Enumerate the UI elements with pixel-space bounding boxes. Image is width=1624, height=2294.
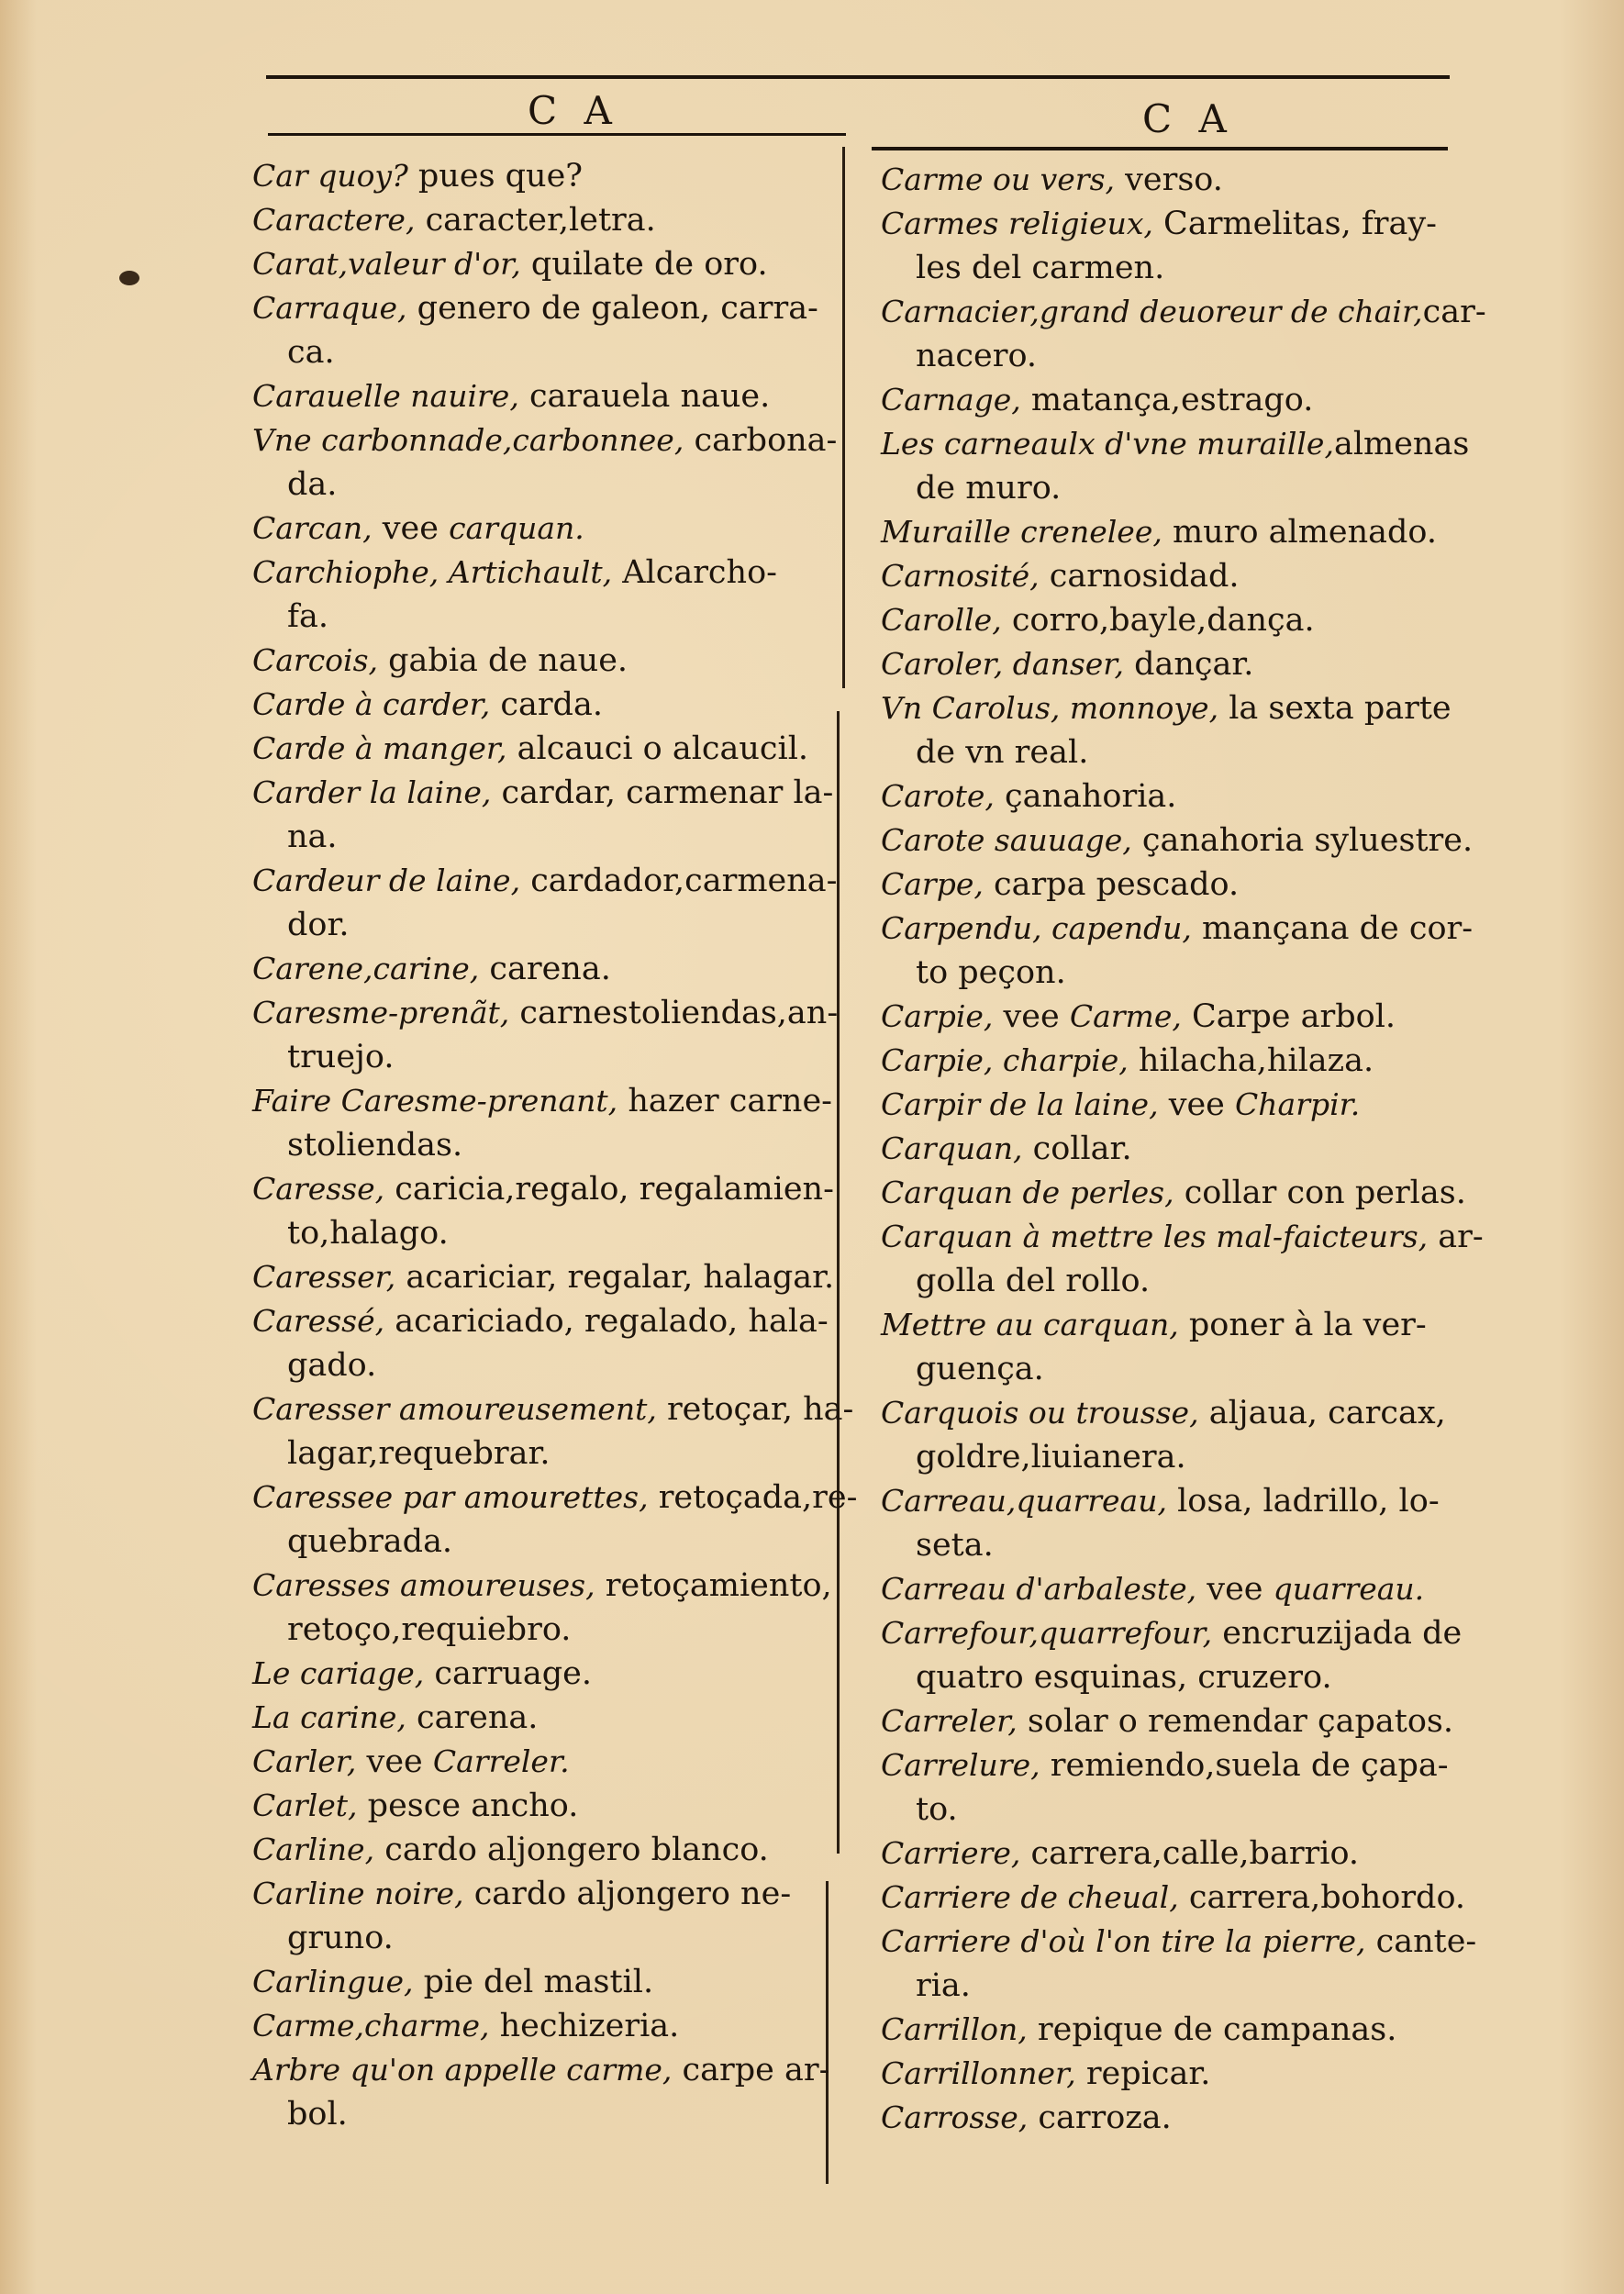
spanish-gloss: to peçon.	[916, 954, 1066, 991]
spanish-gloss: gabia de naue.	[378, 642, 628, 679]
french-headword: Carrefour,quarrefour,	[881, 1615, 1213, 1651]
dictionary-entry	[881, 510, 1468, 554]
spanish-gloss: vee	[1158, 1086, 1236, 1123]
spanish-gloss: retoço,requiebro.	[287, 1611, 572, 1648]
dictionary-entry	[881, 1303, 1468, 1347]
spanish-gloss: hechizeria.	[489, 2008, 680, 2044]
dictionary-entry	[881, 1920, 1477, 1964]
french-headword: Carme ou vers,	[881, 161, 1115, 197]
spanish-gloss: cardo aljongero ne-	[463, 1876, 792, 1912]
ink-smudge	[119, 271, 139, 285]
french-headword: Caroler, danser,	[881, 646, 1124, 682]
spanish-gloss: carruage.	[424, 1655, 592, 1692]
spanish-gloss: guença.	[916, 1351, 1044, 1387]
spanish-gloss: quilate de oro.	[520, 246, 768, 283]
dictionary-entry	[881, 1611, 1468, 1655]
french-headword: Carlingue,	[252, 1964, 414, 1999]
spanish-gloss: vee	[1196, 1571, 1274, 1608]
spanish-gloss: poner à la ver-	[1178, 1307, 1427, 1343]
spanish-gloss: pie del mastil.	[413, 1964, 654, 2000]
spanish-gloss: cardador,carmena-	[520, 863, 838, 899]
french-headword: Cardeur de laine,	[252, 863, 521, 898]
french-headword: Carcois,	[252, 642, 379, 678]
dictionary-entry	[881, 1832, 1468, 1876]
spanish-gloss: vee	[993, 998, 1070, 1035]
dictionary-entry	[881, 2052, 1468, 2096]
dictionary-entry	[252, 1167, 840, 1211]
french-headword: Carline,	[252, 1832, 375, 1867]
dictionary-entry	[252, 1960, 840, 2004]
dictionary-entry	[252, 154, 840, 198]
dictionary-entry	[252, 1740, 840, 1784]
spanish-gloss: Carpe arbol.	[1181, 998, 1396, 1035]
dictionary-entry	[252, 1872, 840, 1916]
dictionary-entry	[252, 286, 840, 330]
french-headword: Carene,carine,	[252, 951, 480, 986]
french-headword: Carde à manger,	[252, 730, 507, 766]
dictionary-entry	[252, 639, 840, 683]
entry-continuation	[252, 1035, 840, 1079]
french-headword: Carnacier,grand deuoreur de chair,	[881, 294, 1423, 329]
spanish-gloss: retoçamiento,	[595, 1567, 832, 1604]
french-headword: Carme,charme,	[252, 2008, 490, 2043]
french-headword: Caresser,	[252, 1259, 396, 1295]
dictionary-entry	[252, 1255, 840, 1299]
dictionary-entry	[881, 686, 1468, 730]
spanish-gloss: collar.	[1022, 1130, 1132, 1167]
spanish-gloss: golla del rollo.	[916, 1263, 1151, 1299]
spanish-gloss: carauela naue.	[518, 378, 771, 415]
dictionary-entry	[252, 991, 840, 1035]
entry-continuation	[252, 903, 840, 947]
french-headword: Car quoy?	[252, 158, 408, 194]
spanish-gloss: vee	[356, 1743, 433, 1780]
dictionary-entry	[881, 422, 1468, 466]
french-headword: Carline noire,	[252, 1876, 464, 1911]
dictionary-entry	[881, 1127, 1468, 1171]
dictionary-entry	[881, 1083, 1468, 1127]
french-headword: Carriere de cheual,	[881, 1879, 1179, 1915]
spanish-gloss: gado.	[287, 1347, 377, 1384]
dictionary-entry	[252, 507, 840, 551]
dictionary-entry	[881, 1039, 1468, 1083]
spanish-gloss: carrera,calle,barrio.	[1020, 1835, 1360, 1872]
french-headword: Caresse,	[252, 1171, 385, 1207]
dictionary-entry	[881, 158, 1468, 202]
french-headword: Carauelle nauire,	[252, 378, 519, 414]
french-headword: Carolle,	[881, 602, 1002, 638]
french-headword: Arbre qu'on appelle carme,	[252, 2052, 673, 2088]
dictionary-entry	[252, 198, 840, 242]
spanish-gloss: carbona-	[684, 422, 838, 459]
spanish-gloss: cante-	[1365, 1923, 1477, 1960]
dictionary-entry	[881, 907, 1474, 951]
french-headword: Carraque,	[252, 290, 407, 326]
french-crossref: Charpir.	[1235, 1086, 1361, 1122]
entry-continuation	[881, 1435, 1468, 1479]
french-headword: Carreau,quarreau,	[881, 1483, 1167, 1519]
dictionary-entry	[881, 554, 1468, 598]
dictionary-entry	[252, 1387, 854, 1431]
spanish-gloss: Carmelitas, fray-	[1152, 206, 1438, 242]
dictionary-entry	[252, 1696, 840, 1740]
spanish-gloss: carrera,bohordo.	[1178, 1879, 1466, 1916]
french-headword: Carriere,	[881, 1835, 1021, 1871]
french-headword: Carnosité,	[881, 558, 1040, 594]
spanish-gloss: goldre,liuianera.	[916, 1439, 1186, 1476]
dictionary-entry	[252, 2004, 840, 2048]
french-headword: Carriere d'où l'on tire la pierre,	[881, 1923, 1366, 1959]
spanish-gloss: stoliendas.	[287, 1127, 463, 1164]
entry-continuation	[252, 1916, 840, 1960]
spanish-gloss: da.	[287, 466, 338, 503]
spanish-gloss: pesce ancho.	[357, 1787, 579, 1824]
spanish-gloss: gruno.	[287, 1920, 394, 1956]
spanish-gloss: collar con perlas.	[1174, 1175, 1466, 1211]
french-headword: Carpe,	[881, 866, 984, 902]
spanish-gloss: carda.	[490, 686, 603, 723]
dictionary-entry	[881, 598, 1468, 642]
french-headword: Carrillonner,	[881, 2055, 1076, 2091]
spanish-gloss: verso.	[1115, 161, 1223, 198]
spanish-gloss: hilacha,hilaza.	[1128, 1042, 1374, 1079]
entry-continuation	[252, 1123, 840, 1167]
dictionary-entry	[881, 1215, 1484, 1259]
spanish-gloss: cardar, carmenar la-	[491, 774, 834, 811]
spanish-gloss: genero de galeon, carra-	[406, 290, 818, 327]
french-headword: Carquois ou trousse,	[881, 1395, 1199, 1431]
french-headword: Caressee par amourettes,	[252, 1479, 649, 1515]
spanish-gloss: remiendo,suela de çapa-	[1040, 1747, 1449, 1784]
dictionary-entry	[881, 1391, 1468, 1435]
spanish-gloss: acariciar, regalar, halagar.	[395, 1259, 835, 1296]
dictionary-entry	[252, 551, 840, 595]
french-headword: Carreler,	[881, 1703, 1018, 1739]
spanish-gloss: alcauci o alcaucil.	[506, 730, 809, 767]
french-headword: Carler,	[252, 1743, 357, 1779]
french-headword: Carote,	[881, 778, 995, 814]
spanish-gloss: losa, ladrillo, lo-	[1166, 1483, 1440, 1520]
french-headword: Carquan à mettre les mal-faicteurs,	[881, 1219, 1429, 1254]
dictionary-entry	[881, 378, 1468, 422]
spanish-gloss: car-	[1422, 294, 1486, 330]
spanish-gloss: dançar.	[1123, 646, 1254, 683]
spanish-gloss: muro almenado.	[1162, 514, 1437, 551]
spanish-gloss: mançana de cor-	[1191, 910, 1474, 947]
spanish-gloss: aljaua, carcax,	[1198, 1395, 1446, 1431]
spanish-gloss: repique de campanas.	[1027, 2011, 1397, 2048]
french-headword: Caractere,	[252, 202, 416, 238]
dictionary-entry	[252, 1299, 840, 1343]
dictionary-entry	[881, 818, 1474, 863]
french-headword: Carpendu, capendu,	[881, 910, 1192, 946]
french-headword: Carreau d'arbaleste,	[881, 1571, 1197, 1607]
spanish-gloss: vee	[372, 510, 450, 547]
spanish-gloss: truejo.	[287, 1039, 395, 1075]
spanish-gloss: dor.	[287, 907, 350, 943]
spanish-gloss: pues que?	[407, 158, 584, 195]
french-headword: Carquan de perles,	[881, 1175, 1174, 1210]
spanish-gloss: çanahoria syluestre.	[1131, 822, 1474, 859]
dictionary-entry	[252, 859, 840, 903]
french-headword: Vn Carolus, monnoye,	[881, 690, 1219, 726]
spanish-gloss: Alcarcho-	[612, 554, 777, 591]
entry-continuation	[881, 466, 1468, 510]
spanish-gloss: solar o remendar çapatos.	[1017, 1703, 1453, 1740]
dictionary-entry	[881, 290, 1486, 334]
french-headword: Caresses amoureuses,	[252, 1567, 595, 1603]
entry-continuation	[252, 815, 840, 859]
spanish-gloss: hazer carne-	[617, 1083, 833, 1119]
dictionary-entry	[881, 1743, 1468, 1787]
french-crossref: carquan.	[449, 510, 584, 546]
header-rule-left	[268, 133, 846, 136]
entry-continuation	[252, 1343, 840, 1387]
french-headword: Caressé,	[252, 1303, 385, 1339]
spanish-gloss: çanahoria.	[994, 778, 1177, 815]
dictionary-entry	[881, 995, 1468, 1039]
spanish-gloss: caricia,regalo, regalamien-	[384, 1171, 834, 1208]
spanish-gloss: matança,estrago.	[1020, 382, 1314, 418]
top-rule	[266, 75, 1450, 79]
french-headword: Caresme-prenãt,	[252, 995, 510, 1030]
spanish-gloss: to,halago.	[287, 1215, 449, 1252]
french-headword: Carquan,	[881, 1130, 1023, 1166]
spanish-gloss: bol.	[287, 2096, 348, 2133]
french-crossref: quarreau.	[1273, 1571, 1425, 1607]
entry-continuation	[881, 334, 1468, 378]
dictionary-entry	[881, 1567, 1468, 1611]
french-headword: Carote sauuage,	[881, 822, 1132, 858]
spanish-gloss: lagar,requebrar.	[287, 1435, 551, 1472]
french-headword: Carlet,	[252, 1787, 358, 1823]
french-headword: Carchiophe, Artichault,	[252, 554, 613, 590]
dictionary-entry	[881, 202, 1468, 246]
spanish-gloss: corro,bayle,dança.	[1001, 602, 1315, 639]
french-crossref: Carreler.	[432, 1743, 570, 1779]
spanish-gloss: ar-	[1428, 1219, 1484, 1255]
dictionary-entry	[881, 2096, 1468, 2140]
spanish-gloss: de vn real.	[916, 734, 1089, 771]
french-headword: Carat,valeur d'or,	[252, 246, 521, 282]
dictionary-entry	[252, 374, 840, 418]
dictionary-entry	[881, 863, 1468, 907]
entry-continuation	[252, 462, 840, 507]
french-headword: Faire Caresme-prenant,	[252, 1083, 618, 1119]
entry-continuation	[252, 330, 840, 374]
spanish-gloss: fa.	[287, 598, 328, 635]
spanish-gloss: encruzijada de	[1212, 1615, 1463, 1652]
entry-continuation	[252, 1211, 840, 1255]
running-head-right: C A	[1142, 96, 1234, 141]
dictionary-entry	[252, 727, 840, 771]
dictionary-entry	[252, 1079, 840, 1123]
spanish-gloss: carnosidad.	[1039, 558, 1240, 595]
dictionary-entry	[252, 1828, 840, 1872]
right-column	[881, 158, 1486, 2140]
spanish-gloss: seta.	[916, 1527, 994, 1564]
entry-continuation	[881, 730, 1468, 774]
spanish-gloss: acariciado, regalado, hala-	[384, 1303, 829, 1340]
french-headword: Carcan,	[252, 510, 373, 546]
entry-continuation	[252, 1431, 840, 1476]
french-headword: Carder la laine,	[252, 774, 492, 810]
spanish-gloss: na.	[287, 818, 338, 855]
french-headword: Vne carbonnade,carbonnee,	[252, 422, 684, 458]
spanish-gloss: repicar.	[1075, 2055, 1211, 2092]
french-headword: Le cariage,	[252, 1655, 425, 1691]
spanish-gloss: nacero.	[916, 338, 1038, 374]
french-headword: La carine,	[252, 1699, 406, 1735]
spanish-gloss: carnestoliendas,an-	[509, 995, 839, 1031]
dictionary-entry	[252, 242, 840, 286]
french-headword: Carpir de la laine,	[881, 1086, 1159, 1122]
dictionary-entry	[252, 771, 840, 815]
dictionary-entry	[881, 774, 1468, 818]
spanish-gloss: quebrada.	[287, 1523, 453, 1560]
dictionary-entry	[881, 2008, 1468, 2052]
spanish-gloss: almenas	[1333, 426, 1470, 462]
entry-continuation	[881, 1347, 1468, 1391]
dictionary-entry	[252, 1652, 840, 1696]
spanish-gloss: carpa pescado.	[983, 866, 1240, 903]
spanish-gloss: to.	[916, 1791, 958, 1828]
spanish-gloss: ca.	[287, 334, 335, 371]
spanish-gloss: retoçada,re-	[648, 1479, 858, 1516]
french-headword: Carrillon,	[881, 2011, 1028, 2047]
spanish-gloss: ria.	[916, 1967, 971, 2004]
french-headword: Carpie, charpie,	[881, 1042, 1129, 1078]
entry-continuation	[881, 1523, 1468, 1567]
dictionary-entry	[252, 1564, 840, 1608]
spanish-gloss: caracter,letra.	[415, 202, 656, 239]
entry-continuation	[252, 1520, 840, 1564]
french-headword: Carmes religieux,	[881, 206, 1153, 241]
running-head-left: C A	[528, 88, 619, 133]
dictionary-entry	[881, 1699, 1468, 1743]
entry-continuation	[252, 1608, 840, 1652]
column-divider-upper	[842, 147, 845, 688]
french-headword: Carrelure,	[881, 1747, 1040, 1783]
entry-continuation	[881, 246, 1468, 290]
dictionary-entry	[252, 418, 840, 462]
spanish-gloss: carroza.	[1028, 2099, 1172, 2136]
dictionary-entry	[252, 1476, 858, 1520]
french-headword: Mettre au carquan,	[881, 1307, 1179, 1342]
spanish-gloss: cardo aljongero blanco.	[374, 1832, 769, 1868]
spanish-gloss: les del carmen.	[916, 250, 1165, 286]
french-headword: Caresser amoureusement,	[252, 1391, 657, 1427]
entry-continuation	[881, 1964, 1468, 2008]
french-headword: Les carneaulx d'vne muraille,	[881, 426, 1334, 462]
entry-continuation	[881, 1259, 1468, 1303]
header-rule-right	[872, 147, 1448, 150]
spanish-gloss: carpe ar-	[672, 2052, 830, 2088]
french-crossref: Carme,	[1069, 998, 1182, 1034]
spanish-gloss: carena.	[479, 951, 611, 987]
dictionary-entry	[881, 1876, 1468, 1920]
french-headword: Muraille crenelee,	[881, 514, 1162, 550]
entry-continuation	[252, 2092, 840, 2136]
dictionary-entry	[252, 683, 840, 727]
dictionary-entry	[881, 642, 1468, 686]
spanish-gloss: retoçar, ha-	[656, 1391, 854, 1428]
left-column	[252, 154, 858, 2136]
dictionary-entry	[252, 1784, 840, 1828]
french-headword: Carpie,	[881, 998, 994, 1034]
spanish-gloss: quatro esquinas, cruzero.	[916, 1659, 1332, 1696]
dictionary-entry	[881, 1479, 1468, 1523]
entry-continuation	[881, 951, 1468, 995]
dictionary-entry	[881, 1171, 1468, 1215]
french-headword: Carrosse,	[881, 2099, 1029, 2135]
entry-continuation	[881, 1787, 1468, 1832]
spanish-gloss: carena.	[406, 1699, 539, 1736]
entry-continuation	[252, 595, 840, 639]
french-headword: Carnage,	[881, 382, 1021, 418]
spanish-gloss: la sexta parte	[1218, 690, 1452, 727]
entry-continuation	[881, 1655, 1468, 1699]
french-headword: Carde à carder,	[252, 686, 491, 722]
dictionary-entry	[252, 2048, 840, 2092]
spanish-gloss: de muro.	[916, 470, 1062, 507]
dictionary-entry	[252, 947, 840, 991]
